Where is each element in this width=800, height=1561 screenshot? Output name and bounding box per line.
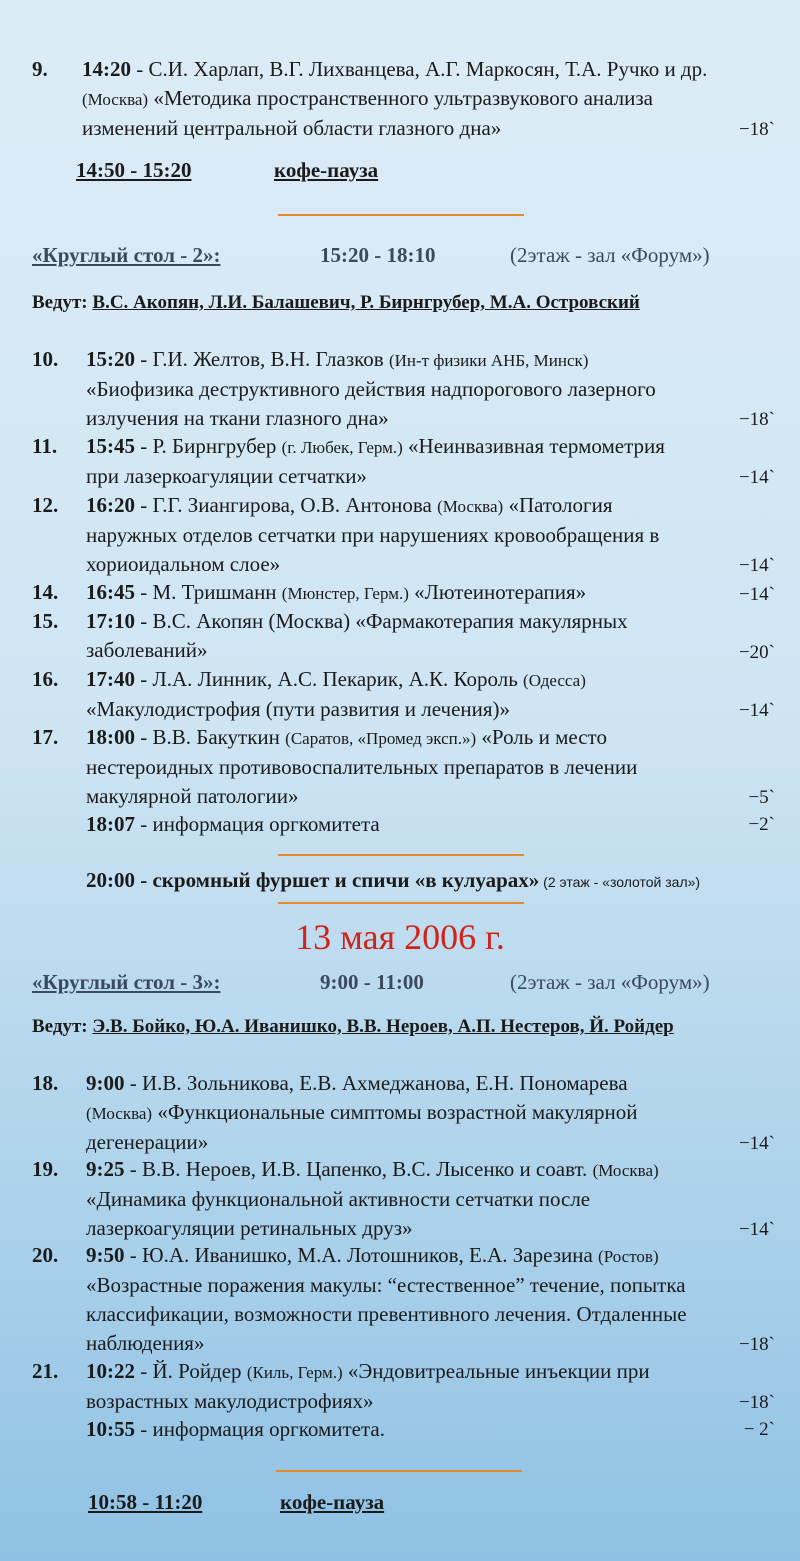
item-title: «Функциональные симптомы возрастной макулярной <box>152 1100 638 1124</box>
item-time: 18:07 <box>86 812 135 836</box>
item-duration: −18` <box>738 409 775 430</box>
item-title-cont: нестероидных противовоспалительных препаратов в лечении <box>86 755 638 779</box>
item-duration: −2` <box>748 814 775 835</box>
item-number: 20. <box>32 1243 59 1267</box>
chairs-label: Ведут: <box>32 1016 88 1037</box>
item-time: 9:50 <box>86 1243 125 1267</box>
item-number: 14. <box>32 580 59 604</box>
item-duration: −14` <box>738 555 775 576</box>
item-title: «Биофизика деструктивного действия надпорогового лазерного <box>86 377 656 401</box>
item-city: (г. Любек, Герм.) <box>281 438 403 457</box>
item-authors: - Й. Ройдер <box>135 1359 247 1383</box>
item-city: (Киль, Герм.) <box>246 1363 343 1382</box>
item-authors: - Л.А. Линник, А.С. Пекарик, А.К. Король <box>135 667 524 691</box>
item-city: (Москва) <box>437 497 504 516</box>
divider <box>278 902 524 904</box>
item-time: 15:20 <box>86 347 135 371</box>
item-number: 11. <box>32 434 58 458</box>
item-title-cont: возрастных макулодистрофиях» <box>86 1389 374 1413</box>
coffee-break-label: кофе-пауза <box>280 1490 385 1514</box>
item-duration: −14` <box>738 700 775 721</box>
item-title-cont: заболеваний» <box>86 638 208 662</box>
item-duration: −20` <box>738 642 775 663</box>
item-title-cont: наблюдения» <box>86 1331 205 1355</box>
buffet-line <box>86 866 700 897</box>
item-city: (Мюнстер, Герм.) <box>281 584 409 603</box>
divider <box>276 1470 522 1472</box>
item-duration: −18` <box>738 1392 775 1413</box>
coffee-break-time: 14:50 - 15:20 <box>76 158 192 182</box>
item-title: «Эндовитреальные инъекции при <box>342 1359 650 1383</box>
item-title-cont: изменений центральной области глазного дна» <box>82 116 502 140</box>
item-duration: −5` <box>748 787 775 808</box>
item-authors: - М. Тришманн <box>135 580 282 604</box>
item-title-cont: хориоидальном слое» <box>86 552 281 576</box>
item-title: «Неинвазивная термометрия <box>402 434 665 458</box>
item-time: 16:20 <box>86 493 135 517</box>
item-city: (Москва) <box>86 1104 153 1123</box>
item-text: - информация оргкомитета. <box>135 1417 385 1441</box>
item-city: (Москва) <box>592 1161 659 1180</box>
item-number: 12. <box>32 493 59 517</box>
item-duration: −14` <box>738 467 775 488</box>
item-time: 17:10 <box>86 609 135 633</box>
item-title: «Макулодистрофия (пути развития и лечения)» <box>86 697 511 721</box>
item-number: 15. <box>32 609 59 633</box>
item-title: «Динамика функциональной активности сетчатки после <box>86 1187 591 1211</box>
item-number: 21. <box>32 1359 59 1383</box>
item-city: (Ин-т физики АНБ, Минск) <box>388 351 589 370</box>
item-authors: - В.С. Акопян (Москва) «Фармакотерапия макулярных <box>135 609 628 633</box>
item-number: 19. <box>32 1157 59 1181</box>
item-title: «Возрастные поражения макулы: “естественное” течение, попытка <box>86 1273 686 1297</box>
item-title-cont: дегенерации» <box>86 1130 209 1154</box>
session-title: «Круглый стол - 3»: <box>32 970 221 994</box>
item-duration: −14` <box>738 584 775 605</box>
session-title: «Круглый стол - 2»: <box>32 243 221 267</box>
item-authors: - С.И. Харлап, В.Г. Лихванцева, А.Г. Маркосян, Т.А. Ручко и др. <box>131 57 708 81</box>
item-authors: - Г.И. Желтов, В.Н. Глазков <box>135 347 389 371</box>
item-time: 10:55 <box>86 1417 135 1441</box>
item-title: «Методика пространственного ультразвукового анализа <box>148 86 653 110</box>
item-duration: −14` <box>738 1133 775 1154</box>
item-time: 10:22 <box>86 1359 135 1383</box>
item-title-cont: макулярной патологии» <box>86 784 299 808</box>
item-city: (Москва) <box>82 90 149 109</box>
item-time: 16:45 <box>86 580 135 604</box>
item-title-cont: классификации, возможности превентивного лечения. Отдаленные <box>86 1302 687 1326</box>
chairs-label: Ведут: <box>32 292 88 313</box>
buffet-location: (2 этаж - «золотой зал») <box>539 874 701 890</box>
item-title-cont: наружных отделов сетчатки при нарушениях кровообращения в <box>86 523 660 547</box>
item-authors: - Ю.А. Иванишко, М.А. Лотошников, Е.А. Зарезина <box>124 1243 599 1267</box>
item-time: 14:20 <box>82 57 131 81</box>
session-time: 9:00 - 11:00 <box>320 970 424 994</box>
item-authors: - Р. Бирнгрубер <box>135 434 282 458</box>
item-city: (Саратов, «Промед эксп.») <box>285 729 477 748</box>
session-chairs <box>32 1016 674 1038</box>
item-city: (Ростов) <box>598 1247 659 1266</box>
item-text: - информация оргкомитета <box>135 812 380 836</box>
item-number: 17. <box>32 725 59 749</box>
divider <box>278 854 524 856</box>
item-title: «Роль и место <box>476 725 607 749</box>
item-duration: −18` <box>738 119 775 140</box>
item-number: 9. <box>32 57 48 81</box>
item-time: 18:00 <box>86 725 135 749</box>
item-number: 10. <box>32 347 59 371</box>
chairs-names: В.С. Акопян, Л.И. Балашевич, Р. Бирнгрубер, М.А. Островский <box>92 292 640 313</box>
item-authors: - Г.Г. Зиангирова, О.В. Антонова <box>135 493 438 517</box>
coffee-break-label: кофе-пауза <box>274 158 379 182</box>
session-time: 15:20 - 18:10 <box>320 243 436 267</box>
item-title-cont: излучения на ткани глазного дна» <box>86 406 389 430</box>
chairs-names: Э.В. Бойко, Ю.А. Иванишко, В.В. Нероев, А.П. Нестеров, Й. Ройдер <box>92 1016 674 1037</box>
item-time: 9:00 <box>86 1071 125 1095</box>
day-heading: 13 мая 2006 г. <box>295 917 505 957</box>
item-duration: −14` <box>738 1219 775 1240</box>
item-duration: − 2` <box>743 1419 775 1440</box>
buffet-text: 20:00 - скромный фуршет и спичи «в кулуарах» <box>86 868 540 892</box>
item-city: (Одесса) <box>523 671 586 690</box>
item-authors: - В.В. Бакуткин <box>135 725 286 749</box>
session-chairs <box>32 292 640 314</box>
item-title: «Патология <box>503 493 613 517</box>
item-title-cont: при лазеркоагуляции сетчатки» <box>86 464 367 488</box>
item-duration: −18` <box>738 1334 775 1355</box>
item-authors: - И.В. Зольникова, Е.В. Ахмеджанова, Е.Н. Пономарева <box>124 1071 628 1095</box>
divider <box>278 214 524 216</box>
item-title-cont: лазеркоагуляции ретинальных друз» <box>86 1216 413 1240</box>
item-time: 9:25 <box>86 1157 125 1181</box>
session-room: (2этаж - зал «Форум») <box>510 243 710 267</box>
coffee-break-time: 10:58 - 11:20 <box>88 1490 203 1514</box>
item-time: 17:40 <box>86 667 135 691</box>
item-title: «Лютеинотерапия» <box>408 580 587 604</box>
item-number: 18. <box>32 1071 59 1095</box>
item-time: 15:45 <box>86 434 135 458</box>
session-room: (2этаж - зал «Форум») <box>510 970 710 994</box>
item-number: 16. <box>32 667 59 691</box>
item-authors: - В.В. Нероев, И.В. Цапенко, В.С. Лысенко и соавт. <box>124 1157 593 1181</box>
